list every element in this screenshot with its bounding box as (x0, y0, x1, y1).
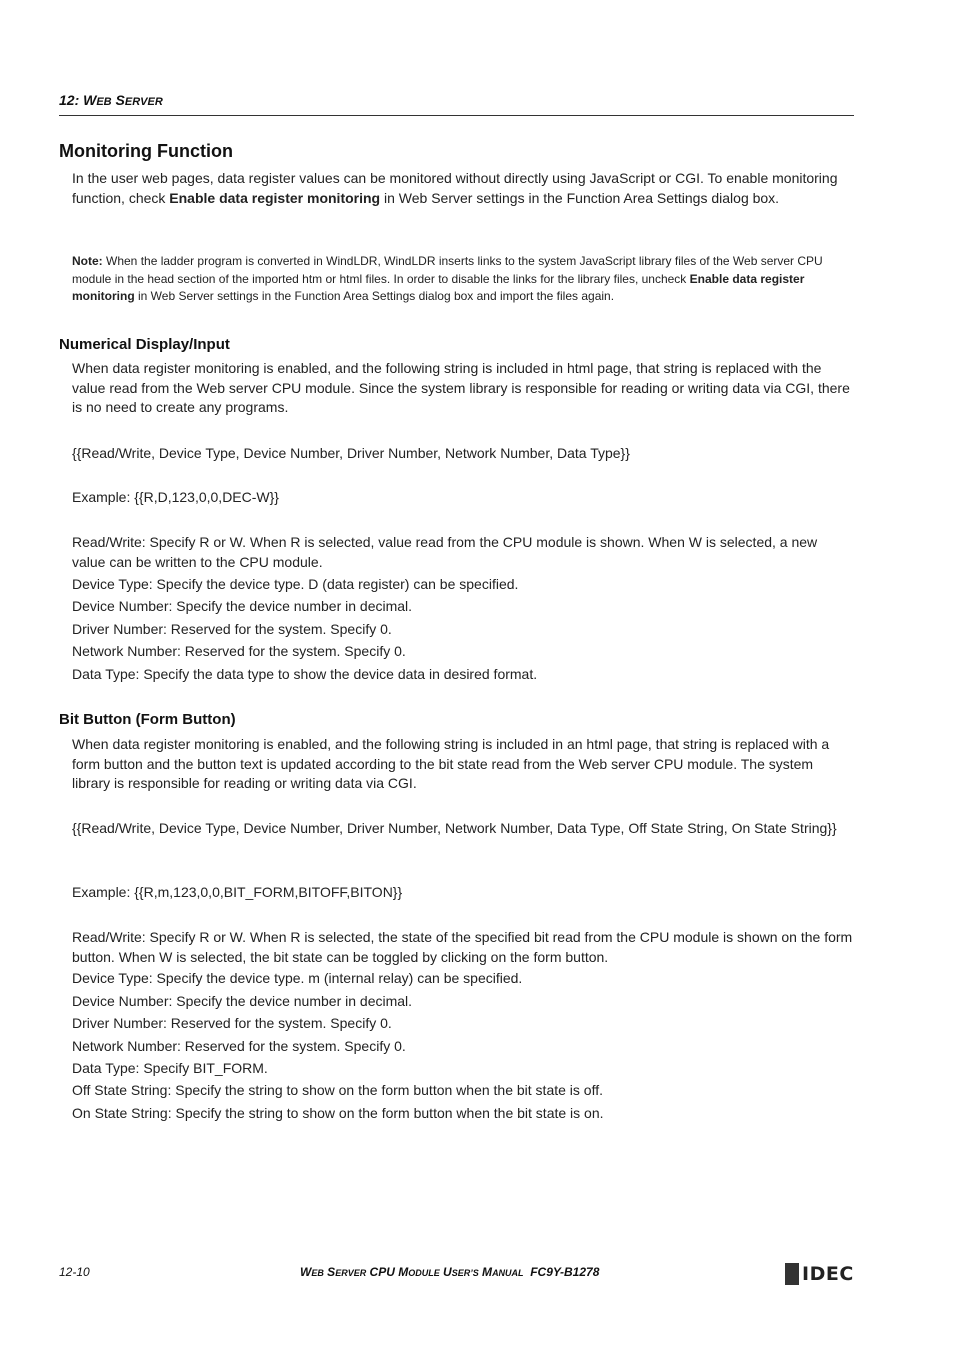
idec-logo (785, 1262, 854, 1286)
manual-title-part: EB (311, 1268, 324, 1278)
bit-button-on-state: On State String: Specify the string to show on the form button when the bit state is on. (72, 1105, 604, 1121)
section-intro (72, 169, 854, 208)
logo-text: IDEC (802, 1263, 854, 1285)
chapter-header-part: EB (96, 96, 112, 108)
numerical-device-number: Device Number: Specify the device number in decimal. (72, 598, 413, 614)
note-text: in Web Server settings in the Function Area Settings dialog box and import the files again. (134, 289, 615, 303)
numerical-rw: Read/Write: Specify R or W. When R is selected, value read from the CPU module is shown. When W is selected, a new value can be written to the CPU module. (72, 534, 818, 570)
header-divider (59, 115, 854, 116)
intro-bold: Enable data register monitoring (169, 189, 381, 206)
bit-button-title: Bit Button (Form Button) (59, 711, 236, 728)
manual-title (300, 1265, 599, 1279)
numerical-intro: When data register monitoring is enabled, and the following string is included in html page, that string is replaced with the value read from the Web server CPU module. Since the system library is responsible for reading or writing data via CGI, there is no need to create any programs. (72, 360, 850, 415)
note-bold: Enable data register monitoring (72, 271, 805, 303)
manual-title-part: ERVER (335, 1268, 367, 1278)
numerical-data-type: Data Type: Specify the data type to show the device data in desired format. (72, 666, 538, 682)
bit-button-driver-number: Driver Number: Reserved for the system. Specify 0. (72, 1015, 392, 1031)
note-text: When the ladder program is converted in WindLDR, WindLDR inserts links to the system JavaScript library files of the Web server CPU module in the head section of the imported htm or html files. In order to disable the links for the library files, uncheck (72, 254, 823, 286)
numerical-example: Example: {{R,D,123,0,0,DEC-W}} (72, 489, 279, 505)
manual-title-part: U (439, 1265, 452, 1279)
manual-title-part: ODULE (408, 1268, 440, 1278)
note-label: Note: (72, 254, 103, 268)
bit-button-device-type: Device Type: Specify the device type. m (internal relay) can be specified. (72, 970, 523, 986)
manual-title-part: SER’S (451, 1268, 479, 1278)
bit-button-intro: When data register monitoring is enabled, and the following string is included in an html page, that string is replaced with a form button and the button text is updated according to the bit state read from the Web server CPU module. The system library is responsible for reading or writing data via CGI. (72, 736, 830, 791)
numerical-network-number: Network Number: Reserved for the system. Specify 0. (72, 643, 406, 659)
logo-mark-icon (785, 1263, 799, 1285)
manual-title-part: S (323, 1265, 336, 1279)
manual-title-part: ANUAL (492, 1268, 524, 1278)
chapter-header-part: S (111, 92, 125, 108)
intro-text: In the user web pages, data register values can be monitored without directly using JavaScript or CGI. To enable monitoring function, check (72, 170, 838, 206)
numerical-device-type: Device Type: Specify the device type. D (data register) can be specified. (72, 576, 519, 592)
bit-button-example: Example: {{R,m,123,0,0,BIT_FORM,BITOFF,BITON}} (72, 884, 403, 900)
section-title: Monitoring Function (59, 141, 233, 161)
numerical-driver-number: Driver Number: Reserved for the system. Specify 0. (72, 621, 392, 637)
intro-text: in Web Server settings in the Function Area Settings dialog box. (380, 189, 780, 206)
numerical-title: Numerical Display/Input (59, 336, 230, 353)
manual-title-part: M (478, 1265, 493, 1279)
numerical-format: {{Read/Write, Device Type, Device Number, Driver Number, Network Number, Data Type}} (72, 445, 630, 461)
manual-title-part: CPU M (366, 1265, 409, 1279)
manual-code: FC9Y-B1278 (523, 1265, 600, 1279)
note-paragraph (72, 253, 854, 306)
bit-button-network-number: Network Number: Reserved for the system. Specify 0. (72, 1038, 406, 1054)
bit-button-off-state: Off State String: Specify the string to show on the form button when the bit state is off. (72, 1082, 603, 1098)
bit-button-data-type: Data Type: Specify BIT_FORM. (72, 1060, 268, 1076)
manual-title-part: W (300, 1265, 312, 1279)
chapter-header-part: ERVER (124, 96, 163, 108)
bit-button-rw: Read/Write: Specify R or W. When R is selected, the state of the specified bit read from the CPU module is shown on the form button. When W is selected, the bit state can be toggled by clicking on the form button. (72, 929, 853, 965)
chapter-header-part: 12: W (59, 92, 97, 108)
chapter-header (59, 92, 854, 108)
bit-button-format: {{Read/Write, Device Type, Device Number, Driver Number, Network Number, Data Type, Off State String, On State String}} (72, 820, 837, 836)
page-number: 12-10 (59, 1265, 90, 1279)
bit-button-device-number: Device Number: Specify the device number in decimal. (72, 993, 413, 1009)
